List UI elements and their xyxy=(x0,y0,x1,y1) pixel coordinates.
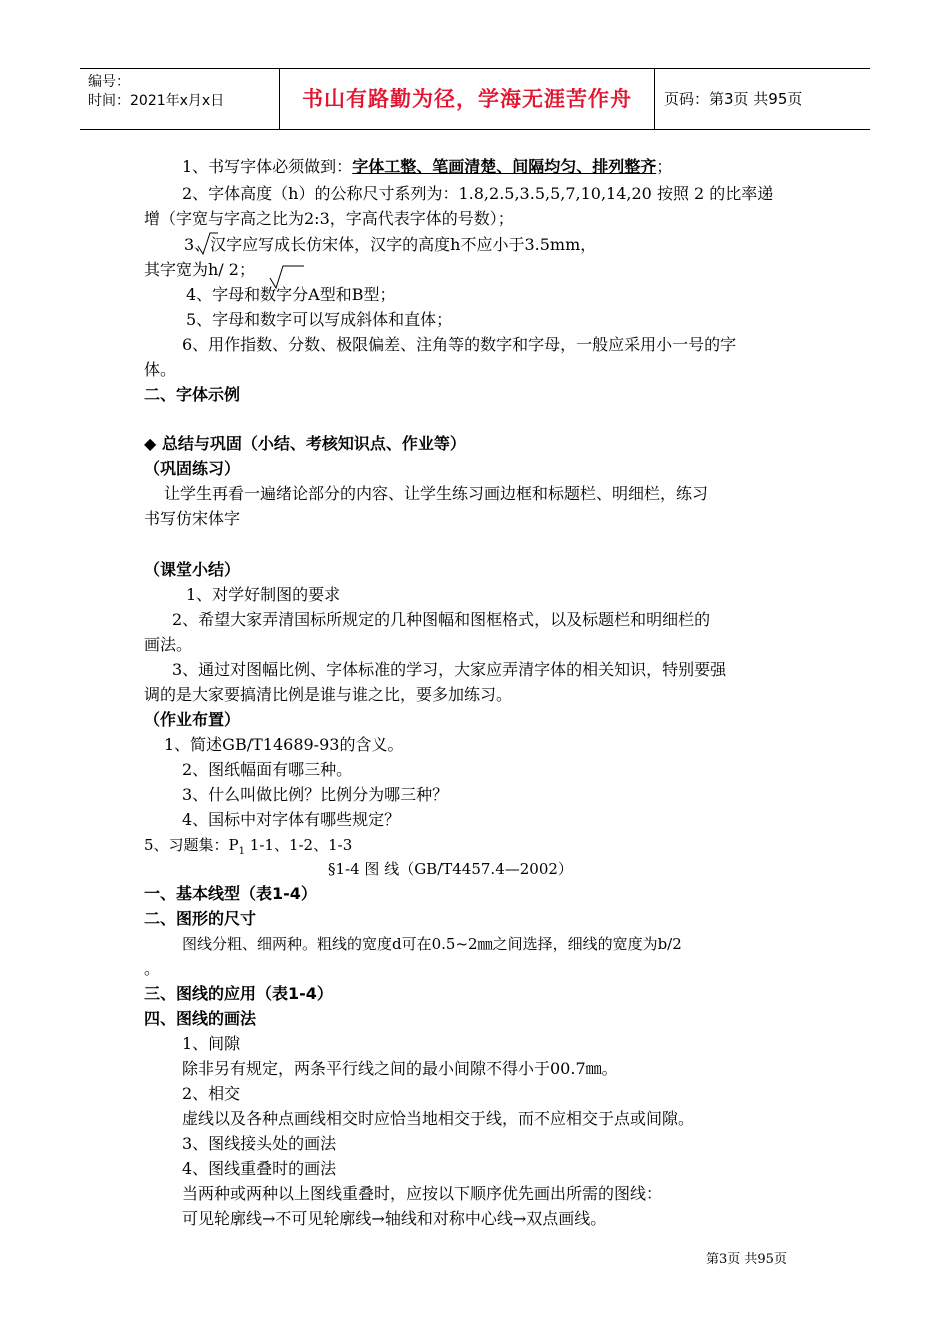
consolidate-text-cont: 书写仿宋体字 xyxy=(144,509,241,528)
homework-5: 5、习题集：$P_1$ 1-1、1-2、1-3 xyxy=(144,836,353,857)
draw-1: 1、间隙 xyxy=(182,1034,241,1053)
summary-2-cont: 画法。 xyxy=(144,635,193,654)
size-text-cont: 。 xyxy=(144,959,161,978)
draw-4: 4、图线重叠时的画法 xyxy=(182,1159,337,1178)
heading-basic-line: 一、基本线型（表1-4） xyxy=(144,884,317,903)
summary-1: 1、对学好制图的要求 xyxy=(186,585,341,604)
homework-2: 2、图纸幅面有哪三种。 xyxy=(182,760,353,779)
heading-homework: （作业布置） xyxy=(144,710,241,729)
rule-3: 3、汉字应写成长仿宋体，汉字的高度h不应小于3.5mm， xyxy=(184,235,597,254)
heading-font-example: 二、字体示例 xyxy=(144,385,241,404)
rule-1: 1、书写字体必须做到：字体工整、笔画清楚、间隔均匀、排列整齐； xyxy=(182,157,673,176)
header-motto: 书山有路勤为径，学海无涯苦作舟 xyxy=(280,69,655,129)
heading-consolidate: （巩固练习） xyxy=(144,459,241,478)
time-label: 时间：2021年x月x日 xyxy=(88,93,225,109)
draw-4-text: 当两种或两种以上图线重叠时，应按以下顺序优先画出所需的图线： xyxy=(182,1184,663,1203)
summary-3: 3、通过对图幅比例、字体标准的学习，大家应弄清字体的相关知识，特别要强 xyxy=(172,660,727,679)
rule-2: 2、字体高度（h）的公称尺寸系列为：1.8,2.5,3.5,5,7,10,14,20 按照 2 的比率递 xyxy=(182,184,774,203)
consolidate-text: 让学生再看一遍绪论部分的内容、让学生练习画边框和标题栏、明细栏，练习 xyxy=(164,484,709,503)
section-title: §1-4 图 线（GB/T4457.4—2002） xyxy=(328,860,573,878)
rule-3-cont: 其字宽为h/ 2； xyxy=(144,260,255,279)
header-page-label: 页码：第3页 共95页 xyxy=(664,90,803,108)
header-meta xyxy=(80,69,280,129)
page-header xyxy=(80,68,870,130)
draw-1-text: 除非另有规定，两条平行线之间的最小间隙不得小于00.7㎜。 xyxy=(182,1059,618,1078)
rule-6-cont: 体。 xyxy=(144,360,177,379)
heading-apply: 三、图线的应用（表1-4） xyxy=(144,984,333,1003)
rule-2-cont: 增（字宽与字高之比为2:3，字高代表字体的号数）； xyxy=(144,209,514,228)
homework-4: 4、国标中对字体有哪些规定？ xyxy=(182,810,401,829)
summary-3-cont: 调的是大家要搞清比例是谁与谁之比，要多加练习。 xyxy=(144,685,513,704)
heading-class-summary: （课堂小结） xyxy=(144,560,241,579)
draw-4-order: 可见轮廓线→不可见轮廓线→轴线和对称中心线→双点画线。 xyxy=(182,1209,607,1228)
rule-5: 5、字母和数字可以写成斜体和直体； xyxy=(186,310,453,329)
draw-2-text: 虚线以及各种点画线相交时应恰当地相交于线，而不应相交于点或间隙。 xyxy=(182,1109,695,1128)
rule-4: 4、字母和数字分A型和B型； xyxy=(186,285,396,304)
page-footer: 第3页 共95页 xyxy=(706,1252,787,1267)
sqrt-mark-1 xyxy=(196,230,220,256)
draw-3: 3、图线接头处的画法 xyxy=(182,1134,337,1153)
homework-1: 1、简述GB/T14689-93的含义。 xyxy=(164,735,404,754)
heading-size: 二、图形的尺寸 xyxy=(144,909,257,928)
summary-2: 2、希望大家弄清国标所规定的几种图幅和图框格式，以及标题栏和明细栏的 xyxy=(172,610,711,629)
heading-draw: 四、图线的画法 xyxy=(144,1009,257,1028)
rule-1-emphasis: 字体工整、笔画清楚、间隔均匀、排列整齐 xyxy=(352,157,657,176)
homework-3: 3、什么叫做比例？比例分为哪三种？ xyxy=(182,785,449,804)
rule-6: 6、用作指数、分数、极限偏差、注角等的数字和字母，一般应采用小一号的字 xyxy=(182,335,737,354)
draw-2: 2、相交 xyxy=(182,1084,241,1103)
size-text: 图线分粗、细两种。粗线的宽度d可在0.5~2㎜之间选择，细线的宽度为b/2 xyxy=(182,935,682,953)
number-label: 编号： xyxy=(88,74,130,90)
heading-summary: ◆ 总结与巩固（小结、考核知识点、作业等） xyxy=(144,434,466,453)
